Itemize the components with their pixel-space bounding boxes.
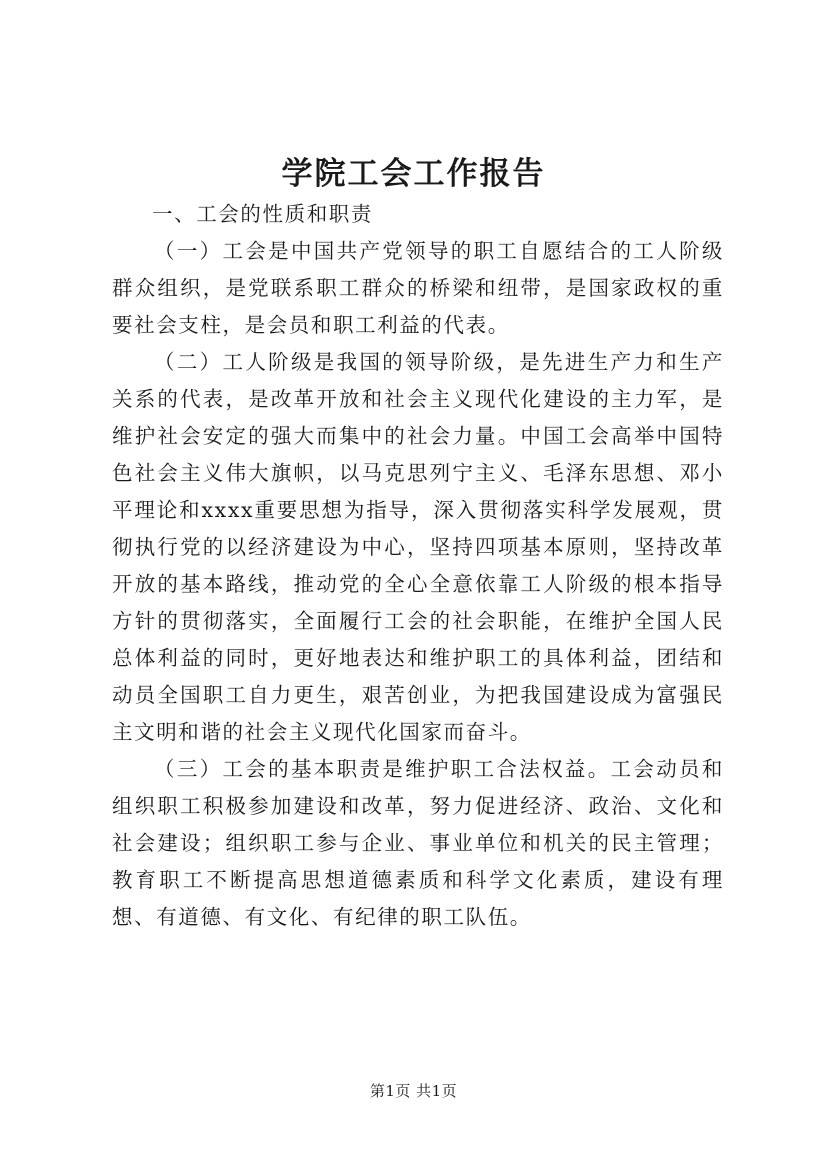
page-footer: 第1页 共1页 <box>369 1082 458 1100</box>
document-body <box>112 196 724 936</box>
document-title: 学院工会工作报告 <box>281 156 546 192</box>
paragraph-1: （一）工会是中国共产党领导的职工自愿结合的工人阶级群众组织，是党联系职工群众的桥梁和纽带，是国家政权的重要社会支柱，是会员和职工利益的代表。 <box>112 239 724 337</box>
paragraph-3: （三）工会的基本职责是维护职工合法权益。工会动员和组织职工积极参加建设和改革，努力促进经济、政治、文化和社会建设；组织职工参与企业、事业单位和机关的民主管理；教育职工不断提高思想道德素质和科学文化素质，建设有理想、有道德、有文化、有纪律的职工队伍。 <box>112 757 724 929</box>
section-heading: 一、工会的性质和职责 <box>152 202 373 226</box>
paragraph-2: （二）工人阶级是我国的领导阶级，是先进生产力和生产关系的代表，是改革开放和社会主义现代化建设的主力军，是维护社会安定的强大而集中的社会力量。中国工会高举中国特色社会主义伟大旗帜，以马克思列宁主义、毛泽东思想、邓小平理论和xxxx重要思想为指导，深入贯彻落实科学发展观，贯彻执行党的以经济建设为中心，坚持四项基本原则，坚持改革开放的基本路线，推动党的全心全意依靠工人阶级的根本指导方针的贯彻落实，全面履行工会的社会职能，在维护全国人民总体利益的同时，更好地表达和维护职工的具体利益，团结和动员全国职工自力更生，艰苦创业，为把我国建设成为富强民主文明和谐的社会主义现代化国家而奋斗。 <box>112 350 724 744</box>
